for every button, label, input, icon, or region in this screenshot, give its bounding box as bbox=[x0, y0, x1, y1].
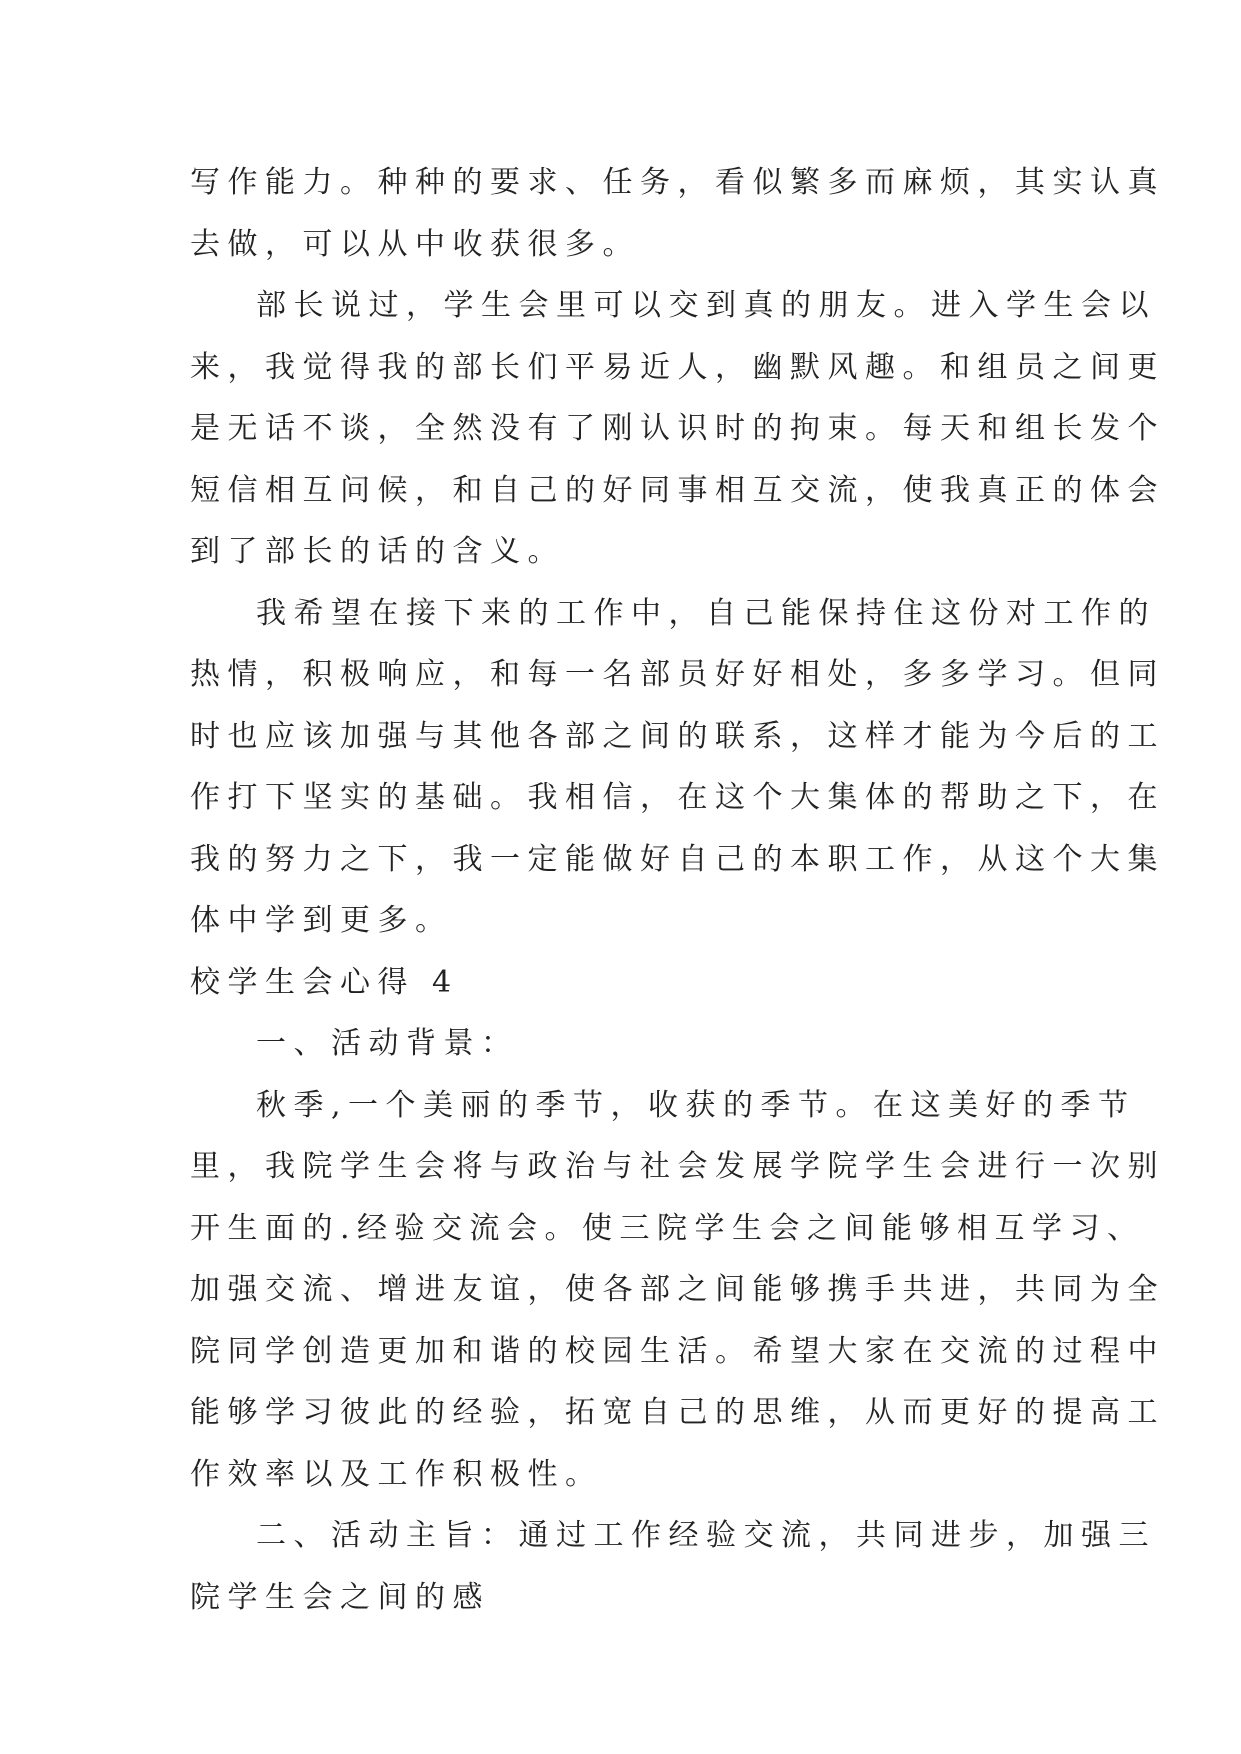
text-line: 能够学习彼此的经验，拓宽自己的思维，从而更好的提高工 bbox=[190, 1395, 1165, 1430]
text-line: 院学生会之间的感 bbox=[190, 1579, 490, 1615]
text-line: 热情，积极响应，和每一名部员好好相处，多多学习。但同 bbox=[190, 657, 1165, 692]
text-line: 二、活动主旨：通过工作经验交流，共同进步，加强三 bbox=[256, 1518, 1156, 1553]
text-line: 短信相互问候，和自己的好同事相互交流，使我真正的体会 bbox=[190, 472, 1165, 508]
text-line: 里，我院学生会将与政治与社会发展学院学生会进行一次别 bbox=[190, 1149, 1165, 1184]
text-line: 开生面的.经验交流会。使三院学生会之间能够相互学习、 bbox=[190, 1210, 1145, 1246]
document-body bbox=[190, 152, 1165, 1628]
text-line: 加强交流、增进友谊，使各部之间能够携手共进，共同为全 bbox=[190, 1272, 1165, 1307]
text-line: 作效率以及工作积极性。 bbox=[190, 1456, 603, 1492]
text-line: 体中学到更多。 bbox=[190, 903, 453, 938]
text-line: 我希望在接下来的工作中，自己能保持住这份对工作的 bbox=[256, 595, 1156, 631]
text-line: 时也应该加强与其他各部之间的联系，这样才能为今后的工 bbox=[190, 718, 1165, 754]
text-line: 作打下坚实的基础。我相信，在这个大集体的帮助之下，在 bbox=[190, 780, 1165, 815]
text-line: 写作能力。种种的要求、任务，看似繁多而麻烦，其实认真 bbox=[190, 165, 1165, 200]
text-line: 一、活动背景： bbox=[256, 1026, 519, 1061]
text-line: 到了部长的话的含义。 bbox=[190, 534, 565, 569]
text-line: 部长说过，学生会里可以交到真的朋友。进入学生会以 bbox=[256, 288, 1156, 323]
text-line: 院同学创造更加和谐的校园生活。希望大家在交流的过程中 bbox=[190, 1333, 1165, 1369]
text-line: 校学生会心得 4 bbox=[190, 964, 459, 1000]
text-line: 秋季,一个美丽的季节，收获的季节。在这美好的季节 bbox=[256, 1087, 1136, 1123]
text-line: 来，我觉得我的部长们平易近人，幽默风趣。和组员之间更 bbox=[190, 349, 1165, 385]
text-line: 我的努力之下，我一定能做好自己的本职工作，从这个大集 bbox=[190, 841, 1165, 877]
text-line: 是无话不谈，全然没有了刚认识时的拘束。每天和组长发个 bbox=[190, 411, 1165, 446]
text-line: 去做，可以从中收获很多。 bbox=[190, 226, 640, 262]
